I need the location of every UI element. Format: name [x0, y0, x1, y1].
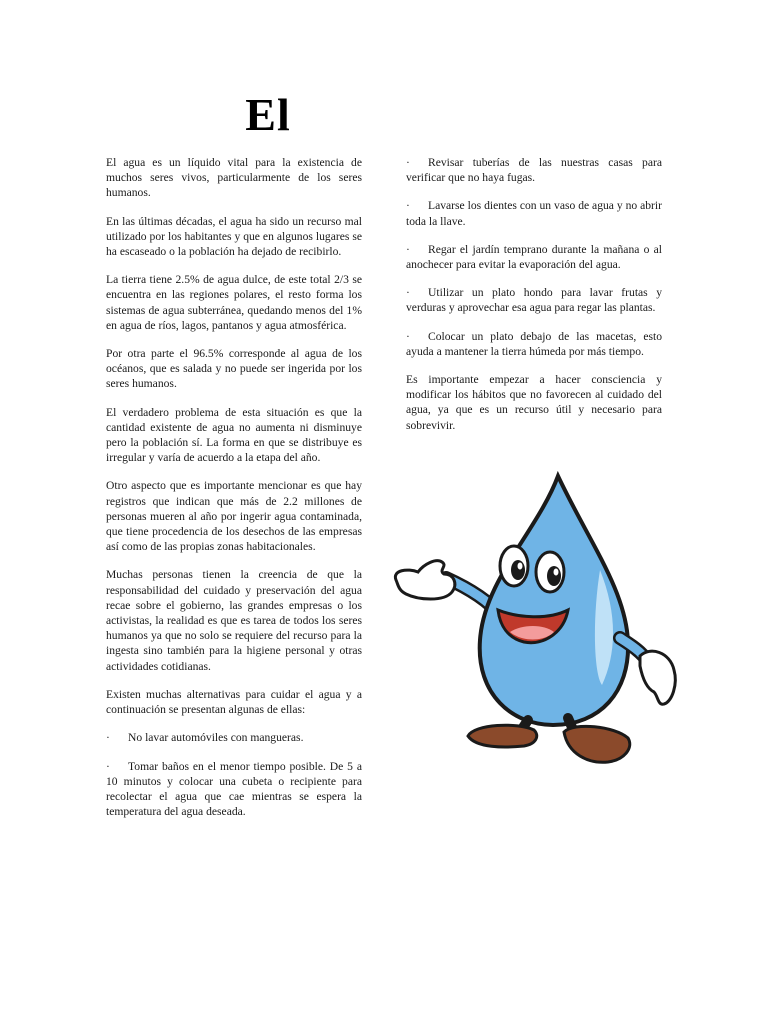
bullet-item [406, 198, 662, 228]
bullet-item [406, 329, 662, 359]
bullet-text: Revisar tuberías de las nuestras casas para verificar que no haya fugas. [406, 156, 662, 185]
right-glove [640, 651, 675, 704]
bullet-marker: · [406, 156, 410, 169]
paragraph: El verdadero problema de esta situación es que la cantidad existente de agua no aumenta ni disminuye pero la población sí. La forma en que se distribuye es irregular y varía de acuerdo a la etapa del año. [106, 405, 362, 465]
bullet-text: Utilizar un plato hondo para lavar frutas y verduras y aprovechar esa agua para regar las plantas. [406, 286, 662, 315]
bullet-text: Lavarse los dientes con un vaso de agua y no abrir toda la llave. [406, 199, 662, 228]
bullet-marker: · [106, 731, 110, 745]
left-column [106, 155, 362, 832]
bullet-text: Colocar un plato debajo de las macetas, esto ayuda a mantener la tierra húmeda por más tiempo. [406, 329, 662, 358]
bullet-marker: · [406, 286, 410, 300]
left-shoe [468, 725, 537, 747]
bullet-text: Tomar baños en el menor tiempo posible. De 5 a 10 minutos y colocar una cubeta o recipiente para recolectar el agua que cae mientras se espera la temperatura del agua deseada. [106, 759, 362, 819]
water-drop-mascot-icon [388, 470, 680, 770]
bullet-item [106, 759, 362, 820]
paragraph: Por otra parte el 96.5% corresponde al agua de los océanos, que es salada y no puede ser ingerida por los seres humanos. [106, 347, 362, 391]
bullet-marker: · [406, 199, 410, 213]
paragraph: En las últimas décadas, el agua ha sido un recurso mal utilizado por los habitantes y que en algunos lugares se ha escaseado o la población ha dejado de recibirlo. [106, 214, 362, 259]
paragraph: Existen muchas alternativas para cuidar el agua y a continuación se presentan algunas de ellas: [106, 687, 362, 717]
paragraph: La tierra tiene 2.5% de agua dulce, de este total 2/3 se encuentra en las regiones polares, el resto forma los sistemas de agua subterránea, quedando menos del 1% en agua de ríos, lagos, pantanos y agua atmosférica. [106, 273, 362, 332]
paragraph: Otro aspecto que es importante mencionar es que hay registros que indican que más de 2.2 millones de personas mueren al año por ingerir agua contaminada, que tiene procedencia de los desechos de las empresas así como de las propias zonas habitacionales. [106, 479, 362, 554]
paragraph: Muchas personas tienen la creencia de que la responsabilidad del cuidado y preservación del agua recae sobre el gobierno, las grandes empresas o los activistas, la realidad es que es tarea de todos los seres humanos ya que no solo se requiere del recurso para la ingesta sino también para la higiene personal y otras actividades cotidianas. [106, 568, 362, 673]
bullet-item [406, 155, 662, 185]
bullet-marker: · [406, 242, 410, 256]
page-title: El [245, 89, 291, 140]
bullet-marker: · [106, 759, 110, 773]
right-column [406, 155, 662, 446]
bullet-item [406, 242, 662, 272]
bullet-marker: · [406, 329, 410, 343]
right-shoe [564, 726, 630, 762]
bullet-item [106, 730, 362, 745]
paragraph: El agua es un líquido vital para la existencia de muchos seres vivos, particularmente de los seres humanos. [106, 156, 362, 200]
left-glove [395, 561, 454, 599]
bullet-item [406, 285, 662, 315]
bullet-text: Regar el jardín temprano durante la mañana o al anochecer para evitar la evaporación del agua. [406, 242, 662, 272]
closing-paragraph: Es importante empezar a hacer consciencia y modificar los hábitos que no favorecen al cuidado del agua, ya que es un recurso útil y necesario para sobrevivir. [406, 373, 662, 432]
bullet-text: No lavar automóviles con mangueras. [128, 731, 304, 745]
